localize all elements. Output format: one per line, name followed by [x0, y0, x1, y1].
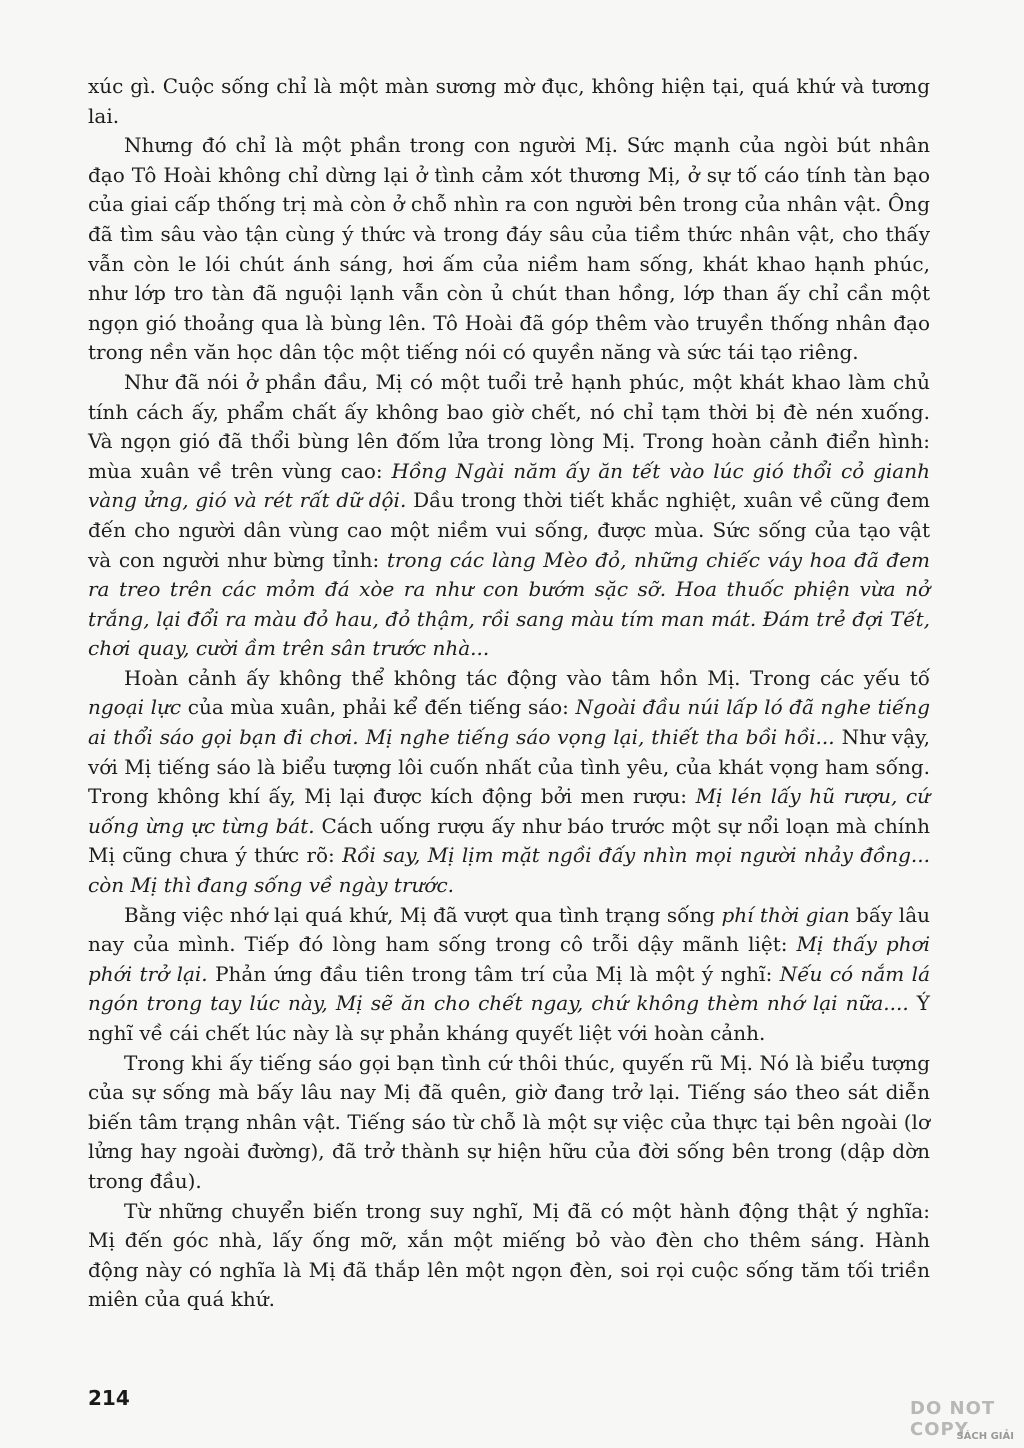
italic-quote: Nếu có nắm lá ngón trong tay lúc này, Mị sẽ ăn cho chết ngay, chứ không thèm nhớ lại nữa....: [88, 961, 930, 1016]
paragraph: [88, 901, 930, 1049]
text-run: Nhưng đó chỉ là một phần trong con người Mị. Sức mạnh của ngòi bút nhân đạo Tô Hoài không chỉ dừng lại ở tình cảm xót thương Mị, ở sự tố cáo tính tàn bạo của giai cấp thống trị mà còn ở chỗ nhìn ra con người bên trong của nhân vật. Ông đã tìm sâu vào tận cùng ý thức và trong đáy sâu của tiềm thức nhân vật, cho thấy vẫn còn le lói chút ánh sáng, hơi ấm của niềm ham sống, khát khao hạnh phúc, như lớp tro tàn đã nguội lạnh vẫn còn ủ chút than hồng, lớp than ấy chỉ cần một ngọn gió thoảng qua là bùng lên. Tô Hoài đã góp thêm vào truyền thống nhân đạo trong nền văn học dân tộc một tiếng nói có quyền năng và sức tái tạo riêng.: [88, 133, 930, 365]
italic-quote: Mị thấy phơi phới trở lại.: [88, 932, 931, 986]
italic-quote: trong các làng Mèo đỏ, những chiếc váy hoa đã đem ra treo trên các mỏm đá xòe ra như con bướm sặc sỡ. Hoa thuốc phiện vừa nở trắng, lại đổi ra màu đỏ hau, đỏ thậm, rồi sang màu tím man mát. Đám trẻ đợi Tết, chơi quay, cười ầm trên sân trước nhà...: [88, 547, 931, 661]
watermark-subtext: SÁCH GIẢI: [956, 1431, 1014, 1442]
text-run: Cách uống rượu ấy như báo trước một sự nổi loạn mà chính Mị cũng chưa ý thức rõ:: [88, 813, 930, 868]
text-run: xúc gì. Cuộc sống chỉ là một màn sương mờ đục, không hiện tại, quá khứ và tương lai.: [88, 74, 930, 128]
paragraph: [88, 368, 930, 664]
paragraph: [88, 131, 930, 368]
text-run: Như vậy, với Mị tiếng sáo là biểu tượng lôi cuốn nhất của tình yêu, của khát vọng ham sống. Trong không khí ấy, Mị lại được kích động bởi men rượu:: [88, 725, 930, 809]
text-run: Trong khi ấy tiếng sáo gọi bạn tình cứ thôi thúc, quyến rũ Mị. Nó là biểu tượng của sự sống mà bấy lâu nay Mị đã quên, giờ đang trở lại. Tiếng sáo theo sát diễn biến tâm trạng nhân vật. Tiếng sáo từ chỗ là một sự việc của thực tại bên ngoài (lơ lửng hay ngoài đường), đã trở thành sự hiện hữu của đời sống bên trong (dập dờn trong đầu).: [88, 1050, 930, 1193]
text-run: Bằng việc nhớ lại quá khứ, Mị đã vượt qua tình trạng sống: [124, 902, 722, 927]
watermark-logo: [910, 1398, 1016, 1444]
paragraph: [88, 1197, 930, 1315]
page-body: [88, 72, 930, 1315]
italic-quote: phí thời gian: [721, 902, 850, 927]
text-run: Ý nghĩ về cái chết lúc này là sự phản kháng quyết liệt với hoàn cảnh.: [88, 991, 931, 1045]
text-run: Từ những chuyển biến trong suy nghĩ, Mị đã có một hành động thật ý nghĩa: Mị đến góc nhà, lấy ống mỡ, xắn một miếng bỏ vào đèn cho thêm sáng. Hành động này có nghĩa là Mị đã thắp lên một ngọn đèn, soi rọi cuộc sống tăm tối triền miên của quá khứ.: [88, 1198, 930, 1312]
text-run: Như đã nói ở phần đầu, Mị có một tuổi trẻ hạnh phúc, một khát khao làm chủ tính cách ấy, phẩm chất ấy không bao giờ chết, nó chỉ tạm thời bị đè nén xuống. Và ngọn gió đã thổi bùng lên đốm lửa trong lòng Mị. Trong hoàn cảnh điển hình: mùa xuân về trên vùng cao:: [88, 369, 930, 483]
text-run: bấy lâu nay của mình. Tiếp đó lòng ham sống trong cô trỗi dậy mãnh liệt:: [88, 902, 930, 957]
italic-quote: Hồng Ngài năm ấy ăn tết vào lúc gió thổi cỏ gianh vàng ửng, gió và rét rất dữ dội.: [88, 458, 930, 513]
text-run: Phản ứng đầu tiên trong tâm trí của Mị là một ý nghĩ:: [207, 961, 780, 986]
italic-quote: Mị lén lấy hũ rượu, cứ uống ừng ực từng bát.: [88, 784, 930, 838]
paragraph: [88, 72, 930, 131]
text-run: Hoàn cảnh ấy không thể không tác động vào tâm hồn Mị. Trong các yếu tố: [124, 665, 930, 690]
text-run: Dầu trong thời tiết khắc nghiệt, xuân về cũng đem đến cho người dân vùng cao một niềm vui sống, được mùa. Sức sống của tạo vật và con người như bừng tỉnh:: [88, 488, 930, 572]
text-run: của mùa xuân, phải kể đến tiếng sáo:: [181, 695, 576, 720]
italic-quote: Rồi say, Mị lịm mặt ngồi đấy nhìn mọi người nhảy đồng... còn Mị thì đang sống về ngày trước.: [88, 843, 931, 898]
italic-quote: ngoại lực: [88, 695, 182, 720]
paragraph: [88, 664, 930, 901]
italic-quote: Ngoài đầu núi lấp ló đã nghe tiếng ai thổi sáo gọi bạn đi chơi. Mị nghe tiếng sáo vọng lại, thiết tha bồi hồi...: [88, 695, 930, 750]
page-number: 214: [88, 1386, 130, 1410]
watermark-text: DO NOT COPY: [910, 1398, 996, 1440]
paragraph: [88, 1049, 930, 1197]
